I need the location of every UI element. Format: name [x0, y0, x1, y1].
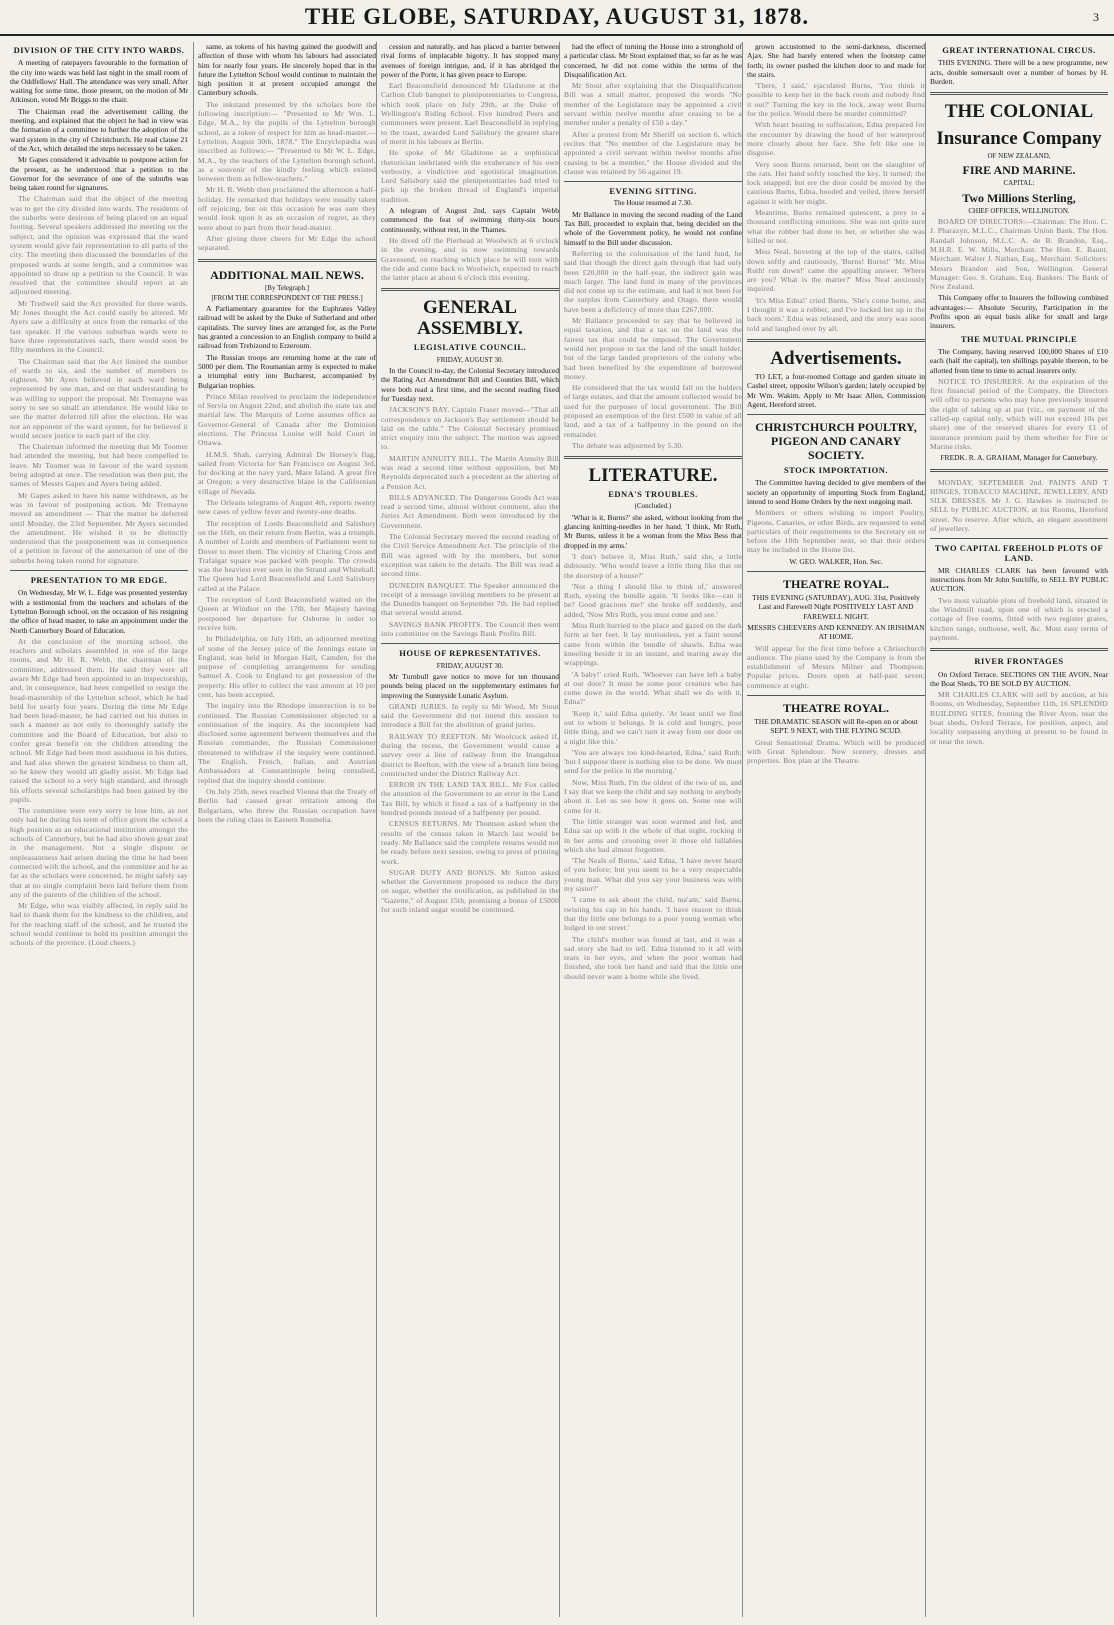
heading-stock-importation: STOCK IMPORTATION.	[783, 465, 889, 476]
filler-text: Mr Stout after explaining that the Disqualification Bill was a small matter, proposed the words "No member of the Legislature may be appointed a civil servant within twelve months after ceasing to be a member under a penalty of £50 a day." After a protest from Mr Sheriff on section 6, which recites that "No member of the Legislature may be appointed a civil servant within twelve months after ceasing to be a member," the House divided and the clause was retained by 56 against 19.	[564, 81, 742, 176]
heading-house-of-representatives: HOUSE OF REPRESENTATIVES.	[399, 648, 541, 659]
filler-text: 'There, I said,' ejaculated Burns, 'You think it possible to keep her in the back room and nobody find it out?' Turning the key in the lock, away went Burns for the police. Would there be murder committed? With heart beating to suffocation, Edna prepared for the encounter by drawing the hood of her waterproof more closely about her face. She felt like one in disguise. Very soon Burns returned, bent on the slaughter of the rats. Her hand softly touched the key. It turned; the lock snapped; but ere the door could be moved by the cautious Burns, Edna, hooded and veiled, threw herself against it with her might. Meantime, Burns remained quiescent, a prey to a thousand conflicting emotions. She was not quite sure what the robber had done to her, or whether she was killed or not. Miss Neal, hovering at the top of the stairs, called down softly and cautiously, 'Burns! Burns!' 'Mr. Miss Ruth! run down!' came the appalling answer. 'Where are you? What is the matter?' Miss Neal anxiously inquired. 'It's Miss Edna!' cried Burns. 'She's come home, and I thought it was a robber, and I've locked her up in the back room.' Edna was released, and the story was soon told and laughed over by all.	[747, 81, 925, 333]
divider	[930, 648, 1108, 651]
divider	[198, 259, 376, 262]
column-5	[742, 42, 929, 1617]
column-1	[10, 42, 192, 1617]
heading-advertisements: Advertisements.	[770, 347, 902, 369]
filler-text: The inkstand presented by the scholars bore the following inscription:— "Presented to Mr Wm. L. Edge, M.A., by the pupils of the Lyttelton borough school, as a token of respect for him as head-master.—Lyttelton, August 30th, 1878." The Encyclopædia was inscribed as follows:— "Presented to Mr W. L. Edge, M.A., by the teachers of the Lyttelton borough school, as a souvenir of the kindly feeling which existed between them as fellow-teachers." Mr H. R. Webb then proclaimed the afternoon a half-holiday. He remarked that holidays were usually taken off rejoicing, but on this occasion he was sure they would look upon it as an occasion of regret, as they were about to part from their head-master. After giving three cheers for Mr Edge the school separated.	[198, 99, 376, 253]
dateline: FRIDAY, AUGUST 30.	[436, 661, 504, 670]
dateline: FRIDAY, AUGUST 30.	[436, 355, 504, 364]
filler-text: Great Sensational Drama. Which will be produced with Great Splendour. New scenery, dresses and properties. Box plan at the Theatre.	[747, 737, 925, 766]
filler-text: At the conclusion of the morning school, the teachers and scholars assembled in one of the large rooms, and Mr H. R. Webb, the chairman of the committee, addressed them. He said they were all aware Mr Edge had been appointed to an inspectorship, and, in consequence, had been compelled to resign the head-mastership of the Lyttelton school, which he had held for nearly four years. During the time Mr Edge had been head-master, he had carried out his duties in such a manner as not only to thoroughly satisfy the committee and the Board of Education, but also to confer great benefit on the children attending the school. Mr Edge had been most assiduous in his duties, and had also shown the greatest kindness to them all, so he knew they would all gladly assist. Mr Edge had raised the school to a very high standard, and through his efforts several scholarships had been gained by the pupils. The committee were very sorry to lose him, as not only had he during his term of office given the school a high position as an educational institution amongst the schools of Canterbury, but he had also shown great zeal in the management. Not a single dispute or unpleasantness had arisen during the time he had been connected with the school, and the committee and he as far as the scholars were concerned, he might safely say that at no single complaint been laid before them from any of the parents of the children of the school. Mr Edge, who was visibly affected, in reply said he had to thank them for the kindness to the children, and for the teaching staff of the school, and he trusted the school would continue to hold its position amongst the schools of the province. (Loud cheers.)	[10, 636, 188, 948]
heading-general-assembly: GENERAL ASSEMBLY.	[417, 297, 523, 340]
byline: [By Telegraph.]	[264, 283, 310, 292]
filler-text: Prince Milan resolved to proclaim the independence of Servia on August 22nd, and abolish the state tax and martial law. The Marquis of Lorne assumes office as Governor-General of Canada after the Dominion elections. The Princess Louise will hold Court in Ottawa. H.M.S. Shah, carrying Admiral De Horsey's flag, sailed from Victoria for San Francisco on August 3rd, for docking at the navy yard, Mare Island. A great fire at Oregon; a very destructive blaze in the Californian village of Nevada. The Orleans telegrams of August 4th, reports twenty new cases of yellow fever and twenty-one deaths. The reception of Lords Beaconsfield and Salisbury on the 16th, on their return from Berlin, was a triumph. A number of Lords and members of Parliament went to Dover to meet them. The vicinity of Charing Cross and Trafalgar square was packed with people. The crowds was the heaviest ever seen in the Strand and Whitehall. The Queen had Lord Beaconsfield and Lord Salisbury called at the Palace. The reception of Lord Beaconsfield waited on the Queen at Windsor on the 17th, her Majesty having postponed her departure for Osborne in order to receive him. In Philadelphia, on July 16th, an adjourned meeting of some of the Jersey juice of the Jennings estate in England, was held in Morgan Hall, Camden, for the purpose of completing arrangements for sending Samuel A. Cook to England to get possession of the property. His offer to collect the vast amount at 10 per cent, has been accepted. The inquiry into the Rhodope insurrection is to be continued. The Russian Commissioner objected to a continuation of the inquiry. As the incomplete had disclosed some agreement between themselves and the Russian commander, the Russian Commissioner threatened to withdraw if the inquiry were continued. The English, French, Italian, and Austrian Ambassadors at Constantinople being consulted, replied that the inquiry should continue. On July 25th, news reached Vienna that the Treaty of Berlin had caused great irritation among the Bulgarians, who threw the Russian occupation have been the ruling class in Eastern Roumelia.	[198, 391, 376, 824]
byline: [FROM THE CORRESPONDENT OF THE PRESS.]	[211, 293, 363, 302]
column-6	[925, 42, 1108, 1617]
heading-fire-marine: FIRE AND MARINE.	[962, 163, 1076, 178]
ad-to-let: TO LET, a four-roomed Cottage and garden situate in Cashel street, opposite Wilson's garden; lately occupied by Mr Wm. Wakim. Apply to Mr Isaac Allen, Commission Agent, Hereford street.	[747, 371, 925, 409]
filler-text: 'I don't believe it, Miss Ruth,' said she, a little dubiously. 'Who would leave a little thing like that on the doorstep of a house?' 'Not a thing I should like to think of,' answered Ruth, eyeing the bundle again. 'It looks like—can it be? Good gracious me!' she broke off suddenly, and added, 'Now Mrs Ruth, you must come and see.' Miss Ruth hurried to the place and gazed on the dark form at her feet. It lay motionless, yet a faint sound came from within the bundle of shawls. Edna was kneeling beside it in an instant, and tearing away the wrappings. 'A baby!' cried Ruth. 'Whoever can have left a baby at our door? It must be some poor creature who has come down in the world. What shall we do with it, Edna?' 'Keep it,' said Edna quietly. 'At least until we find out to whom it belongs. It is cold and hungry, poor little thing, and we can't turn it away from our door on a night like this.' 'You are always too kind-hearted, Edna,' said Ruth; 'but I suppose there is nothing else to be done. We must send for the police in the morning.' Now, Miss Ruth, I'm the oldest of the two of us, and I say that we keep the child and say nothing to anybody about it. Let us see how it goes on. Some one will come for it. The little stranger was soon warmed and fed, and Edna sat up with it the whole of that night, rocking it in her arms and crooning over it those old lullabies which she had almost forgotten. 'The Neals of Burns,' said Edna, 'I have never heard of you before; but you seem to be a very respectable young man. What did you say your business was with my sister?' 'I came to ask about the child, ma'am,' said Burns, twisting his cap in his hands. 'I have reason to think that the little one belongs to a poor young woman who lodged in our street.' The child's mother was found at last, and it was a sad story she had to tell. Edna listened to it all with tears in her eyes, and when the poor woman had finished, she took her hand and said that the little one should never want a home while she lived.	[564, 551, 742, 981]
divider	[930, 469, 1108, 472]
ad-paragraph: This Company offer to Insurers the following combined advantages:— Absolute Security, Participation in the Profits upon an equal basis alike for small and large insurers.	[930, 293, 1108, 331]
dateline: (Concluded.)	[634, 502, 672, 511]
heading-ednas-troubles: EDNA'S TROUBLES.	[608, 489, 698, 500]
column-2	[193, 42, 380, 1617]
heading-legislative-council: LEGISLATIVE COUNCIL.	[413, 342, 527, 353]
ad-paragraph: The Committee having decided to give members of the society an opportunity of importing Stock from England, intend to send Home Orders by the next outgoing mail.	[747, 478, 925, 506]
filler-text: NOTICE TO INSURERS. At the expiration of the first financial period of the Company, the Directors will offer to persons who may have previously insured the right of taking up at par (viz., on payment of the called-up capital only, which will not exceed 10s per share) one of the reserved shares for every £1 of insurance premium paid by them whether for Fire or Marine risks.	[930, 376, 1108, 451]
divider	[381, 643, 559, 644]
filler-text: MONDAY, SEPTEMBER 2nd. PAINTS AND T HINGES, TOBACCO MACHINE, JEWELLERY, AND SILK DRESSES. Mr J. G. Hawkes is instructed to SELL by PUBLIC AUCTION, at his Rooms, Hereford street. No reserve. After which, an elegant assortment of jewellery.	[930, 477, 1108, 533]
divider	[10, 570, 188, 571]
heading-evening-sitting: EVENING SITTING.	[609, 186, 697, 197]
ad-line: MESSRS CHEEVERS AND KENNEDY. AN IRISHMAN AT HOME.	[747, 622, 925, 642]
article-paragraph: In the Council to-day, the Colonial Secretary introduced the Rating Act Amendment Bill and Counties Bill, which were both read a first time, and the second reading fixed for Tuesday next.	[381, 366, 559, 403]
heading-insurance-company: Insurance Company	[936, 128, 1102, 150]
filler-text: Will appear for the first time before a Christchurch audience. The piano used by the Company is from the establishment of Messrs Milner and Thompson. Popular prices. Doors open at half-past seven; commence at eight.	[747, 643, 925, 690]
heading-presentation: PRESENTATION TO MR EDGE.	[30, 575, 168, 586]
heading-mail-news: ADDITIONAL MAIL NEWS.	[210, 267, 364, 282]
filler-text: GRAND JURIES. In reply to Mr Wood, Mr Stout said the Government did not intend this session to introduce a Bill for the abolition of grand juries. RAILWAY TO REEFTON. Mr Woolcock asked if, during the recess, the Government would cause a survey over a line of railway from the Inangahua district to Reefton, with the view of a branch line being constructed under the District Railway Act. ERROR IN THE LAND TAX BILL. Mr Fox called the attention of the Government to an error in the Land Tax Bill, by which it fixed a tax of a halfpenny in the hundred pounds instead of a halfpenny per pound. CENSUS RETURNS. Mr Thomson asked when the results of the census taken in March last would be ready. Mr Ballance said the complete returns would not be ready before next session, owing to press of printing work. SUGAR DUTY AND BONUS. Mr Sutton asked whether the Government proposed to reduce the duty on sugar, whether the notification, as published in the "Gazette," of August 15th, promising a bonus of £5000 for such inland sugar would be continued.	[381, 701, 559, 915]
heading-circus: GREAT INTERNATIONAL CIRCUS.	[942, 45, 1096, 55]
divider	[747, 695, 925, 696]
ad-paragraph: MR CHARLES CLARK has been favoured with instructions from Mr John Sutcliffe, to SELL BY PUBLIC AUCTION.	[930, 565, 1108, 594]
ad-paragraph: On Oxford Terrace. SECTIONS ON THE AVON, Near the Boat Sheds, TO BE SOLD BY AUCTION.	[930, 669, 1108, 688]
divider	[564, 456, 742, 459]
heading-poultry-society: CHRISTCHURCH POULTRY, PIGEON AND CANARY SOCIETY.	[755, 420, 917, 463]
heading-wards: DIVISION OF THE CITY INTO WARDS.	[13, 45, 185, 55]
divider	[747, 414, 925, 415]
article-paragraph: The Chairman read the advertisement calling the meeting, and explained that the object he had in view was the formation of a committee to further the adoption of the ward system in the city of Christchurch. He read clause 21 of the Act, which detailed the steps necessary to be taken.	[10, 106, 188, 153]
divider	[381, 288, 559, 291]
article-paragraph: same, as tokens of his having gained the goodwill and affection of those with whom his labours had associated him for nearly four years. He sincerely hoped that in the future the Lyttelton School would continue to maintain the high position it at present occupied amongst the Canterbury schools.	[198, 42, 376, 98]
heading-river-frontages: RIVER FRONTAGES	[974, 656, 1064, 667]
dateline: The House resumed at 7.30.	[613, 199, 693, 208]
article-paragraph: The Russian troops are returning home at the rate of 5000 per diem. The Roumanian army is expected to make a triumphal entry into Bucharest, accompanied by Bulgarian trophies.	[198, 352, 376, 390]
subheading: OF NEW ZEALAND,	[987, 152, 1051, 161]
heading-freehold-plots: TWO CAPITAL FREEHOLD PLOTS OF LAND.	[934, 543, 1104, 563]
ad-line: THE DRAMATIC SEASON will Re-open on or about SEPT. 9 NEXT, with THE FLYING SCUD.	[754, 717, 918, 736]
column-3	[376, 42, 563, 1617]
article-paragraph: A Parliamentary guarantee for the Euphrates Valley railroad will be asked by the Duke of Sutherland and other capitalists. The survey lines are arranged for, as the Porte has granted a concession to an English company to build a railroad from Trebizond to Erzeroum.	[198, 304, 376, 351]
heading-capital: Two Millions Sterling,	[962, 190, 1076, 205]
heading-theatre-royal: THEATRE ROYAL.	[782, 577, 890, 592]
subheading: CAPITAL:	[1003, 179, 1035, 188]
article-paragraph: Mr Turnbull gave notice to move for ten thousand pounds being placed on the supplementary estimates for improving the Sunnyside Lunatic Asylum.	[381, 671, 559, 700]
columns	[10, 42, 1106, 1617]
article-paragraph: cession and naturally, and has placed a barrier between rival forms of implacable bigotry. It has stopped many avenues of foreign intrigue, and, if it has abridged the power of the Porte, it has given peace to Europe.	[381, 42, 559, 79]
heading-theatre-royal: THEATRE ROYAL.	[782, 701, 890, 716]
filler-text: JACKSON'S BAY. Captain Fraser moved—"That all correspondence on Jackson's Bay settlement should be laid on the table." The Colonial Secretary promised strict enquiry into the subject. The motion was agreed to. MARTIN ANNUITY BILL. The Martin Annuity Bill was read a second time without opposition, but Mr Reynolds deprecated such a precedent as the altering of a Pension Act. BILLS ADVANCED. The Dangerous Goods Act was read a second time, almost without comment, also the Juries Act Amendment. Both were introduced by the Government. The Colonial Secretary moved the second reading of the Civil Service Amendment Act. The principle of the Bill was agreed with by the members, but some exception was taken to the details. The Bill was read a second time. DUNEDIN BANQUET. The Speaker announced the receipt of a message inviting members to be present at the Dunedin banquet on September 7th. He had replied that several would attend. SAVINGS BANK PROFITS. The Council then went into committee on the Savings Bank Profits Bill.	[381, 405, 559, 639]
ad-paragraph: THIS EVENING. There will be a new programme, new acts, double somersault over a number of horses by H. Burdett.	[930, 58, 1108, 86]
divider	[747, 571, 925, 572]
article-paragraph: Mr Gapes considered it advisable to postpone action for the present, as he understood that a petition to the Governor for the severance of one of the suburbs was being taken round for signatures.	[10, 155, 188, 193]
column-4	[559, 42, 746, 1617]
ad-paragraph: The Company, having reserved 100,000 Shares of £10 each (half the capital), ten shillings payable thereon, to be allotted from time to time to actual insurers only.	[930, 346, 1108, 375]
heading-literature: LITERATURE.	[588, 465, 718, 487]
subheading: CHIEF OFFICES, WELLINGTON.	[968, 206, 1070, 215]
article-paragraph: A meeting of ratepayers favourable to the formation of the city into wards was held last night in the small room of the Oddfellows' Hall. The attendance was very small. After waiting for some time, those present, on the motion of Mr Atkinson, voted Mr Briggs to the chair.	[10, 58, 188, 105]
page-number: 3	[1093, 10, 1100, 24]
filler-text: The Chairman said that the object of the meeting was to get the city divided into wards. The residents of the suburbs were desirous of being placed on an equal footing. Several speakers addressed the meeting on the subject, and the opinion was expressed that the ward system would give fair representation to all parts of the city. The meeting then discussed the boundaries of the proposed wards at some length, and a committee was appointed to draw up a petition to the Council. It was resolved that the committee should report at an adjourned meeting. Mr Tredwell said the Act provided for three wards. Mr Jones thought the Act could easily be altered. Mr Ayers saw a difficulty at once from the remarks of the last speaker. If the various suburban wards were to have three representatives each, there would soon be fifty members in the Council. The Chairman said that the Act limited the number of wards to six, and the number of members to eighteen. Mr Ayers believed in each ward being represented by one man, and on that understanding he was willing to support the proposal. Mr Tremayne was sorry to see so small an attendance. He would like to see the matter deferred till after the election. He was not an opponent of the ward system, for he believed it would secure justice to each part of the city. The Chairman informed the meeting that Mr Toomer had attended the meeting, but had been compelled to leave. Mr Toomer was in favour of the ward system being adopted at once. The resolution was then put, the names of Messrs Gapes and Ayers being added. Mr Gapes asked to have his name withdrawn, as he was in favour of postponing action. Mr Tremayne moved an amendment — That the matter be deferred until Monday, the 23rd September. Mr Ayers seconded the amendment. He wished it to be distinctly understood that the postponement was in consequence of a petition in favour of the annexation of one of the suburbs being taken round for signature.	[10, 194, 188, 565]
article-paragraph: had the effect of turning the House into a stronghold of a particular class. Mr Stout explained that, so far as he was concerned, he did not come within the terms of the Disqualification Act.	[564, 42, 742, 79]
divider	[564, 181, 742, 182]
filler-text: Referring to the colonisation of the land fund, he said that though the direct gain through that had only been £20,000 in the half-year, the indirect gain was much larger. The land fund in many of the provinces did not come up to the estimate, and had it not been for the surplus from Canterbury and Otago, there would have been a deficiency of more than £267,000. Mr Ballance proceeded to say that he believed in equal taxation, and that a tax on the land was the fairest tax that could be imposed. The Government would not propose to tax the land of the small holder, but of the large landed proprietors of the colony who had been benefited by the expenditure of borrowed money. He considered that the tax would fall on the holders of large estates, and that the amount collected would be used for the purposes of local government. The Bill proposed an exemption of the first £500 in value of all land, and a tax of a halfpenny in the pound on the remainder. The debate was adjourned by 5.30.	[564, 248, 742, 450]
filler-text: Two most valuable plots of freehold land, situated in the Windmill road, upon one of which is erected a cottage of five rooms, fitted with two register grates, kitchen range, outhouse, well, &c. Most easy terms of payment.	[930, 595, 1108, 642]
heading-mutual-principle: THE MUTUAL PRINCIPLE	[960, 333, 1078, 344]
divider	[930, 538, 1108, 539]
ad-signature: W. GEO. WALKER, Hon. Sec.	[789, 556, 883, 566]
filler-text: Members or others wishing to import Poultry, Pigeons, Canaries, or other Birds, are requested to send particulars of their requirements to the Secretary on or before the 10th September next, so that their orders may be included in the Home list.	[747, 508, 925, 555]
ad-line: THIS EVENING (SATURDAY), AUG. 31st, Positively Last and Farewell Night POSITIVELY LAST AND FAREWELL NIGHT.	[752, 593, 920, 621]
article-paragraph: Mr Ballance in moving the second reading of the Land Tax Bill, proceeded to explain that, being decided on the whole of the Government policy, he would not confine himself to the Bill under discussion.	[564, 209, 742, 247]
filler-text: BOARD OF DIRECTORS:—Chairman: The Hon. C. J. Pharazyn, M.L.C., Chairman Union Bank. The Hon. Randall Johnson, M.L.C. A. de B. Brandon, Esq., M.H.R. E. W. Mills, Merchant. The Hon. E. Baunt, Merchant. Walter J. Nathan, Esq., Merchant. Solicitors: Messrs Brandon and Son, Wellington. General Manager: Geo. S. Graham, Esq. Bankers: The Bank of New Zealand.	[930, 217, 1108, 292]
masthead	[0, 0, 1114, 36]
ad-signature: FREDK. R. A. GRAHAM, Manager for Canterbury.	[940, 453, 1098, 463]
heading-colonial: THE COLONIAL	[944, 101, 1094, 123]
filler-text: MR CHARLES CLARK will sell by auction, at his Rooms, on Wednesday, September 11th, 16 SPLENDID BUILDING SITES, fronting the River Avon, near the boat sheds, Oxford Terrace, for position, aspect, and locality surpassing anything at present to be found in or near the town.	[930, 690, 1108, 746]
divider	[747, 339, 925, 342]
masthead-title: THE GLOBE, SATURDAY, AUGUST 31, 1878.	[304, 4, 810, 29]
article-paragraph: A telegram of August 2nd, says Captain Webb commenced the feat of swimming thirty-six hours continuously, without rest, in the Thames.	[381, 206, 559, 234]
story-paragraph: grown accustomed to the semi-darkness, discerned Ajax. She had barely entered when the footstep came forth; its owner pushed the kitchen door to and made for the stairs.	[747, 42, 925, 79]
filler-text: He dived off the Pierhead at Woolwich at 6 o'clock in the evening, and is now swimming towards Gravesend, on reaching which place he will turn with the tide and come back to Woolwich, expected to reach the latter place at about 6 o'clock this evening.	[381, 235, 559, 283]
article-paragraph: On Wednesday, Mr W. L. Edge was presented yesterday with a testimonial from the teachers and scholars of the Lyttelton Borough school, on the occasion of his resigning the office of head master, to take an appointment under the North Canterbury Board of Education.	[10, 588, 188, 635]
divider	[930, 92, 1108, 95]
filler-text: Earl Beaconsfield denounced Mr Gladstone at the Carlton Club banquet to plenipotentiaries to Congress, which took place on July 29th, at the Duke of Wellington's Riding School. Five hundred Peers and commoners were present. Earl Beaconsfield in replying to the toast, awarded Lord Salisbury the greater share of merit in his labours at Berlin. He spoke of Mr Gladstone as a sophistical rhetorician inebriated with the exuberance of his own verbosity, a vindictive and egotistical imagination. Lord Salisbury said the plenipotentiaries had tried to pick up the broken thread of England's imperial tradition.	[381, 81, 559, 204]
story-paragraph: 'What is it, Burns?' she asked, without looking from the glancing knitting-needles in her hand. 'I think, Mr Ruth, Mr Burns, unless it be a woman from the Miss Bess that dropped in my arms.'	[564, 512, 742, 550]
